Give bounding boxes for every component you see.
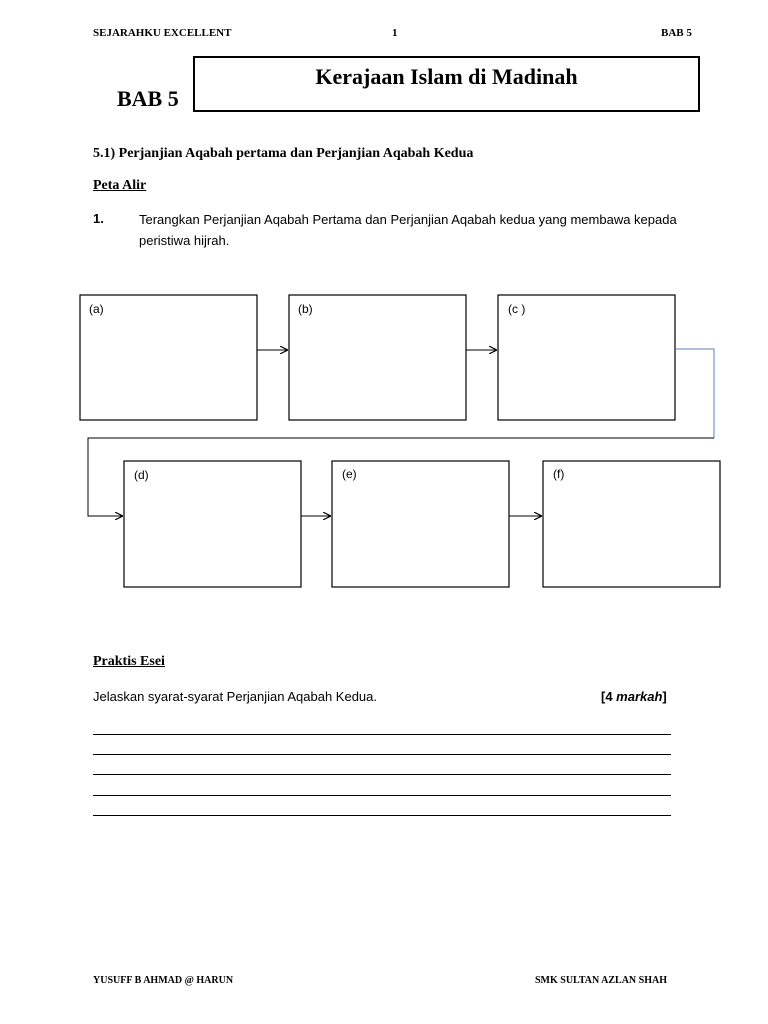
footer-left: YUSUFF B AHMAD @ HARUN	[93, 975, 234, 986]
flow-box-label: (a)	[89, 302, 104, 316]
flow-box-label: (f)	[553, 467, 565, 481]
answer-line[interactable]	[93, 815, 671, 816]
answer-line[interactable]	[93, 795, 671, 796]
flow-connector-right	[675, 349, 714, 438]
question-number: 1.	[93, 211, 104, 226]
section-subheading: Peta Alir	[93, 178, 147, 193]
flow-box-e	[332, 461, 509, 587]
header-left: SEJARAHKU EXCELLENT	[93, 27, 232, 39]
footer-right: SMK SULTAN AZLAN SHAH	[535, 975, 667, 986]
flow-connector-return	[88, 438, 714, 516]
chapter-label: BAB 5	[117, 86, 179, 111]
flow-box-a	[80, 295, 257, 420]
chapter-title: Kerajaan Islam di Madinah	[315, 64, 578, 89]
header-page-number: 1	[392, 27, 398, 39]
header-right: BAB 5	[661, 27, 692, 39]
answer-line[interactable]	[93, 754, 671, 755]
flow-box-label: (b)	[298, 302, 313, 316]
flow-box-c	[498, 295, 675, 420]
essay-heading: Praktis Esei	[93, 654, 165, 669]
flow-box-label: (d)	[134, 468, 149, 482]
section-heading: 5.1) Perjanjian Aqabah pertama dan Perjanjian Aqabah Kedua	[93, 146, 474, 161]
flow-box-label: (c )	[508, 302, 526, 316]
essay-question: Jelaskan syarat-syarat Perjanjian Aqabah Kedua.	[93, 689, 378, 704]
flow-box-f	[543, 461, 720, 587]
answer-line[interactable]	[93, 734, 671, 735]
answer-line[interactable]	[93, 774, 671, 775]
question-text: Terangkan Perjanjian Aqabah Pertama dan Perjanjian Aqabah kedua yang membawa kepada peristiwa hijrah.	[139, 212, 677, 248]
flow-box-d	[124, 461, 301, 587]
essay-marks: [4 markah]	[601, 689, 667, 704]
flow-box-label: (e)	[342, 467, 357, 481]
flow-box-b	[289, 295, 466, 420]
